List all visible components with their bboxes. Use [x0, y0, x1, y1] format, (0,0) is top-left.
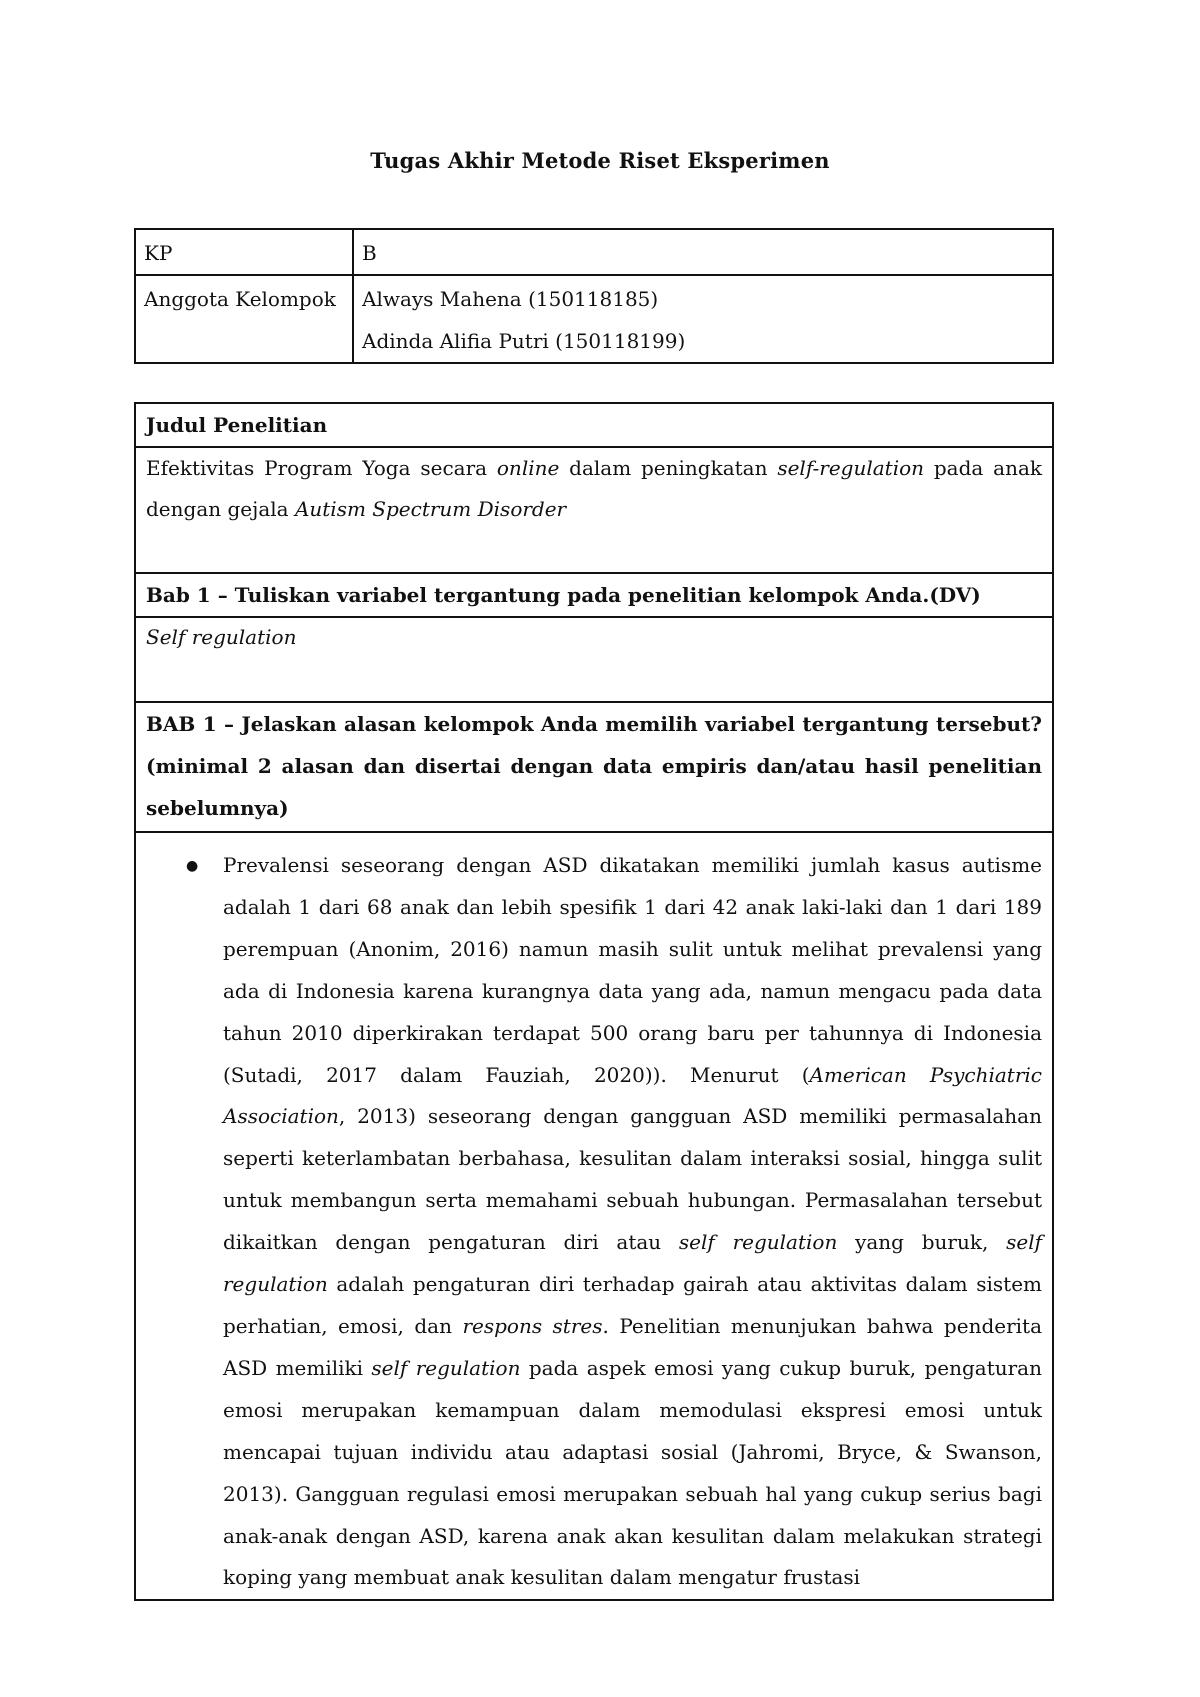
anggota-member-1: Always Mahena (150118185) — [362, 287, 659, 311]
kp-value: B — [353, 229, 1053, 275]
table-row — [135, 403, 1053, 447]
bab1-alasan-paragraph: Prevalensi seseorang dengan ASD dikatakan memiliki jumlah kasus autisme adalah 1 dari 68 anak dan lebih spesifik 1 dari 42 anak laki-laki dan 1 dari 189 perempuan (Anonim, 2016) namun masih sulit untuk melihat prevalensi yang ada di Indonesia karena kurangnya data yang ada, namun mengacu pada data tahun 2010 diperkirakan terdapat 500 orang baru per tahunnya di Indonesia (Sutadi, 2017 dalam Fauziah, 2020)). Menurut (American Psychiatric Association, 2013) seseorang dengan gangguan ASD memiliki permasalahan seperti keterlambatan berbahasa, kesulitan dalam interaksi sosial, hingga sulit untuk membangun serta memahami sebuah hubungan. Permasalahan tersebut dikaitkan dengan pengaturan diri atau self regulation yang buruk, self regulation adalah pengaturan diri terhadap gairah atau aktivitas dalam sistem perhatian, emosi, dan respons stres. Penelitian menunjukan bahwa penderita ASD memiliki self regulation pada aspek emosi yang cukup buruk, pengaturan emosi merupakan kemampuan dalam memodulasi ekspresi emosi untuk mencapai tujuan individu atau adaptasi sosial (Jahromi, Bryce, & Swanson, 2013). Gangguan regulasi emosi merupakan sebuah hal yang cukup serius bagi anak-anak dengan ASD, karena anak akan kesulitan dalam melakukan strategi koping yang membuat anak kesulitan dalam mengatur frustasi — [223, 853, 1043, 1590]
table-row — [135, 447, 1053, 573]
group-info-table — [134, 228, 1054, 364]
table-row — [135, 573, 1053, 617]
anggota-label: Anggota Kelompok — [135, 275, 353, 363]
table-row — [135, 702, 1053, 832]
judul-heading: Judul Penelitian — [135, 403, 1053, 447]
anggota-value — [353, 275, 1053, 363]
kp-label: KP — [135, 229, 353, 275]
bullet-icon: ● — [186, 858, 199, 874]
bab1-alasan-heading: BAB 1 – Jelaskan alasan kelompok Anda memilih variabel tergantung tersebut? (minimal 2 alasan dan disertai dengan data empiris dan/atau hasil penelitian sebelumnya) — [135, 702, 1053, 832]
bab1-heading: Bab 1 – Tuliskan variabel tergantung pada penelitian kelompok Anda.(DV) — [135, 573, 1053, 617]
judul-value: Efektivitas Program Yoga secara online dalam peningkatan self-regulation pada anak dengan gejala Autism Spectrum Disorder — [135, 447, 1053, 573]
table-row — [135, 832, 1053, 1600]
bab1-value: Self regulation — [135, 617, 1053, 702]
research-table — [134, 402, 1054, 1601]
table-row — [135, 229, 1053, 275]
table-row — [135, 617, 1053, 702]
document-title: Tugas Akhir Metode Riset Eksperimen — [370, 148, 830, 173]
list-item — [186, 845, 1042, 1599]
bab1-alasan-body — [135, 832, 1053, 1600]
table-row — [135, 275, 1053, 363]
anggota-member-2: Adinda Alifia Putri (150118199) — [362, 329, 686, 353]
